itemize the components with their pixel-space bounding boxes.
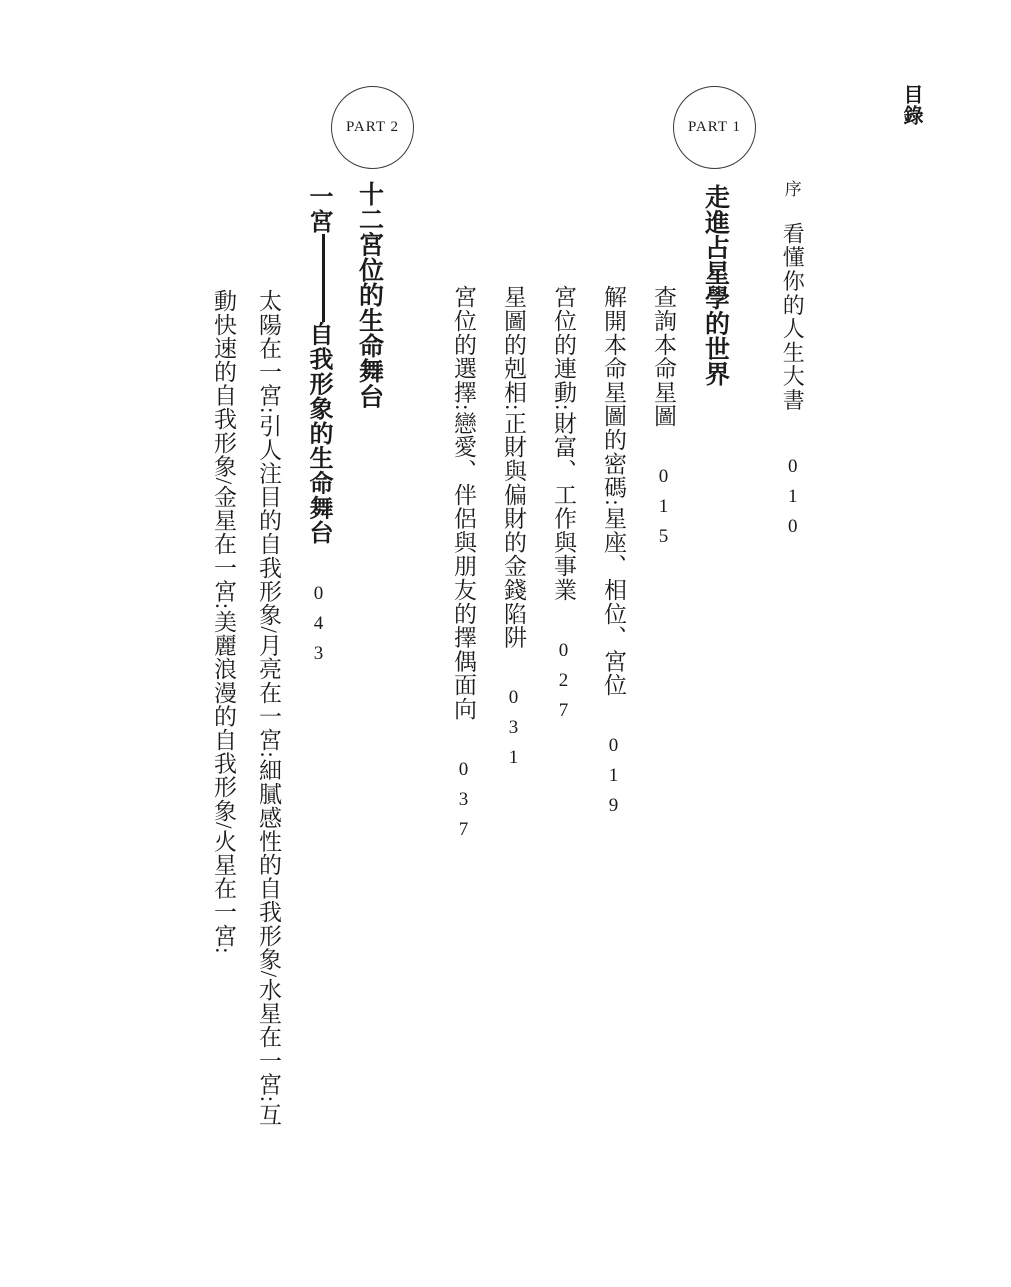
part2-chapter-list [305,184,331,884]
chapter-page-number: 037 [453,758,474,849]
chapter-entry [305,184,331,884]
toc-title: 目錄 [900,84,922,126]
chapter-title: 解開本命星圖的密碼:星座、相位、宮位 [601,285,626,697]
part1-title: 走進占星學的世界 [701,184,729,387]
chapter-page-number: 043 [308,582,329,673]
part2-body-text: 太陽在一宮:引人注目的自我形象/月亮在一宮:細膩感性的自我形象/水星在一宮:互動快速的自我形象/金星在一宮:美麗浪漫的自我形象/火星在一宮: [211,289,281,1127]
part2-title: 十二宮位的生命舞台 [355,181,383,409]
chapter-page-number: 027 [553,639,574,730]
part2-badge [331,86,414,169]
part1-badge-label: PART 1 [687,119,742,135]
em-dash [322,234,325,322]
chapter-page-number: 019 [603,734,624,825]
chapter-page-number: 015 [653,465,674,556]
chapter-entry [551,285,576,905]
preface-entry [780,222,804,546]
preface-label: 序 [781,180,801,197]
chapter-title: 一宮自我形象的生命舞台 [305,184,331,545]
chapter-entry [451,285,476,905]
part1-chapter-list [451,285,676,905]
preface-page-number: 010 [782,456,804,547]
chapter-entry [651,285,676,905]
chapter-title: 宮位的連動:財富、工作與事業 [551,285,576,602]
chapter-page-number: 031 [503,687,524,778]
chapter-entry [601,285,626,905]
chapter-entry [501,285,526,905]
part2-badge-label: PART 2 [345,119,400,135]
chapter-title: 查詢本命星圖 [651,285,676,428]
part1-badge [673,86,756,169]
chapter-title: 宮位的選擇:戀愛、伴侶與朋友的擇偶面向 [451,285,476,721]
chapter-title: 星圖的剋相:正財與偏財的金錢陷阱 [501,285,526,650]
preface-title: 看懂你的人生大書 [780,222,806,413]
